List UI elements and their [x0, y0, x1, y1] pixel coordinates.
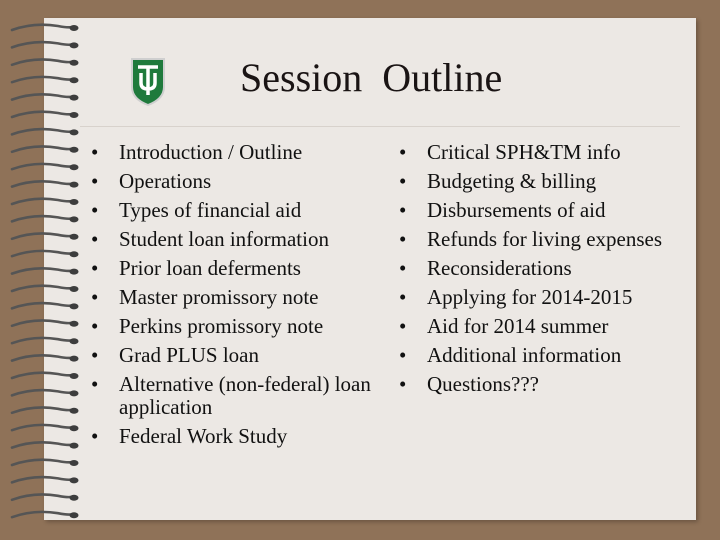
list-item [398, 344, 688, 367]
spiral-hole [70, 164, 79, 170]
list-item-text: Introduction / Outline [119, 140, 303, 164]
spiral-ring [12, 112, 72, 117]
spiral-ring [12, 320, 72, 325]
bullet-icon: • [91, 372, 99, 396]
spiral-ring [12, 512, 72, 517]
list-item-text: Disbursements of aid [427, 198, 606, 222]
list-item [90, 344, 380, 367]
left-bullet-list [90, 141, 380, 454]
spiral-ring [12, 390, 72, 395]
list-item [398, 199, 688, 222]
spiral-hole [70, 408, 79, 414]
bullet-icon: • [399, 227, 407, 251]
spiral-hole [70, 356, 79, 362]
list-item-text: Master promissory note [119, 285, 319, 309]
bullet-icon: • [91, 424, 99, 448]
spiral-ring [12, 233, 72, 238]
bullet-icon: • [399, 169, 407, 193]
list-item-text: Critical SPH&TM info [427, 140, 621, 164]
bullet-icon: • [399, 256, 407, 280]
spiral-ring [12, 146, 72, 151]
spiral-hole [70, 60, 79, 66]
spiral-ring [12, 164, 72, 169]
bullet-icon: • [91, 169, 99, 193]
list-item-text: Questions??? [427, 372, 539, 396]
list-item-text: Prior loan deferments [119, 256, 301, 280]
list-item-text: Perkins promissory note [119, 314, 324, 338]
spiral-hole [70, 321, 79, 327]
spiral-ring [12, 355, 72, 360]
list-item [398, 257, 688, 280]
list-item [90, 199, 380, 222]
bullet-icon: • [91, 285, 99, 309]
bullet-icon: • [91, 343, 99, 367]
spiral-ring [12, 181, 72, 186]
spiral-hole [70, 269, 79, 275]
bullet-icon: • [399, 285, 407, 309]
list-item [398, 315, 688, 338]
spiral-ring [12, 477, 72, 482]
list-item-text: Additional information [427, 343, 622, 367]
spiral-ring [12, 42, 72, 47]
list-item [398, 141, 688, 164]
bullet-icon: • [91, 140, 99, 164]
spiral-hole [70, 443, 79, 449]
list-item-text: Types of financial aid [119, 198, 302, 222]
spiral-ring [12, 338, 72, 343]
spiral-hole [70, 77, 79, 83]
list-item-text: Grad PLUS loan [119, 343, 259, 367]
spiral-hole [70, 182, 79, 188]
bullet-icon: • [91, 314, 99, 338]
spiral-binding-icon [8, 20, 80, 525]
list-item-text: Refunds for living expenses [427, 227, 663, 251]
list-item [90, 315, 380, 338]
spiral-hole [70, 338, 79, 344]
list-item [90, 373, 380, 419]
spiral-hole [70, 251, 79, 257]
spiral-ring [12, 373, 72, 378]
list-item [398, 228, 688, 251]
spiral-hole [70, 129, 79, 135]
list-item-text: Reconsiderations [427, 256, 572, 280]
list-item-text: Federal Work Study [119, 424, 288, 448]
spiral-ring [12, 460, 72, 465]
spiral-ring [12, 407, 72, 412]
spiral-hole [70, 112, 79, 118]
list-item [90, 425, 380, 448]
spiral-hole [70, 286, 79, 292]
bullet-icon: • [399, 140, 407, 164]
bullet-icon: • [91, 227, 99, 251]
list-item-text: Applying for 2014-2015 [427, 285, 633, 309]
list-item [398, 170, 688, 193]
spiral-ring [12, 425, 72, 430]
spiral-hole [70, 390, 79, 396]
spiral-hole [70, 495, 79, 501]
bullet-icon: • [399, 314, 407, 338]
bullet-icon: • [399, 198, 407, 222]
spiral-ring [12, 251, 72, 256]
spiral-hole [70, 460, 79, 466]
bullet-icon: • [399, 372, 407, 396]
spiral-ring [12, 77, 72, 82]
list-item-text: Budgeting & billing [427, 169, 597, 193]
spiral-hole [70, 234, 79, 240]
spiral-hole [70, 216, 79, 222]
list-item [90, 257, 380, 280]
spiral-ring [12, 25, 72, 30]
bullet-icon: • [399, 343, 407, 367]
spiral-ring [12, 199, 72, 204]
spiral-hole [70, 199, 79, 205]
spiral-ring [12, 442, 72, 447]
list-item-text: Operations [119, 169, 212, 193]
list-item [90, 141, 380, 164]
spiral-hole [70, 373, 79, 379]
spiral-hole [70, 303, 79, 309]
list-item-text: Aid for 2014 summer [427, 314, 609, 338]
spiral-hole [70, 147, 79, 153]
list-item [90, 228, 380, 251]
spiral-hole [70, 25, 79, 31]
bullet-icon: • [91, 256, 99, 280]
list-item-text: Student loan information [119, 227, 329, 251]
spiral-ring [12, 129, 72, 134]
bullet-icon: • [91, 198, 99, 222]
spiral-ring [12, 216, 72, 221]
list-item [90, 286, 380, 309]
list-item [398, 286, 688, 309]
right-bullet-list [398, 141, 688, 402]
title-divider [80, 126, 680, 127]
list-item-text: Alternative (non-federal) loan application [119, 372, 371, 419]
spiral-ring [12, 286, 72, 291]
spiral-hole [70, 512, 79, 518]
list-item [398, 373, 688, 396]
spiral-hole [70, 95, 79, 101]
spiral-ring [12, 268, 72, 273]
list-item [90, 170, 380, 193]
spiral-hole [70, 477, 79, 483]
tulane-shield-logo [130, 57, 166, 107]
spiral-hole [70, 425, 79, 431]
spiral-ring [12, 494, 72, 499]
spiral-ring [12, 303, 72, 308]
spiral-ring [12, 94, 72, 99]
page-title: Session Outline [240, 55, 503, 100]
spiral-hole [70, 42, 79, 48]
spiral-ring [12, 59, 72, 64]
